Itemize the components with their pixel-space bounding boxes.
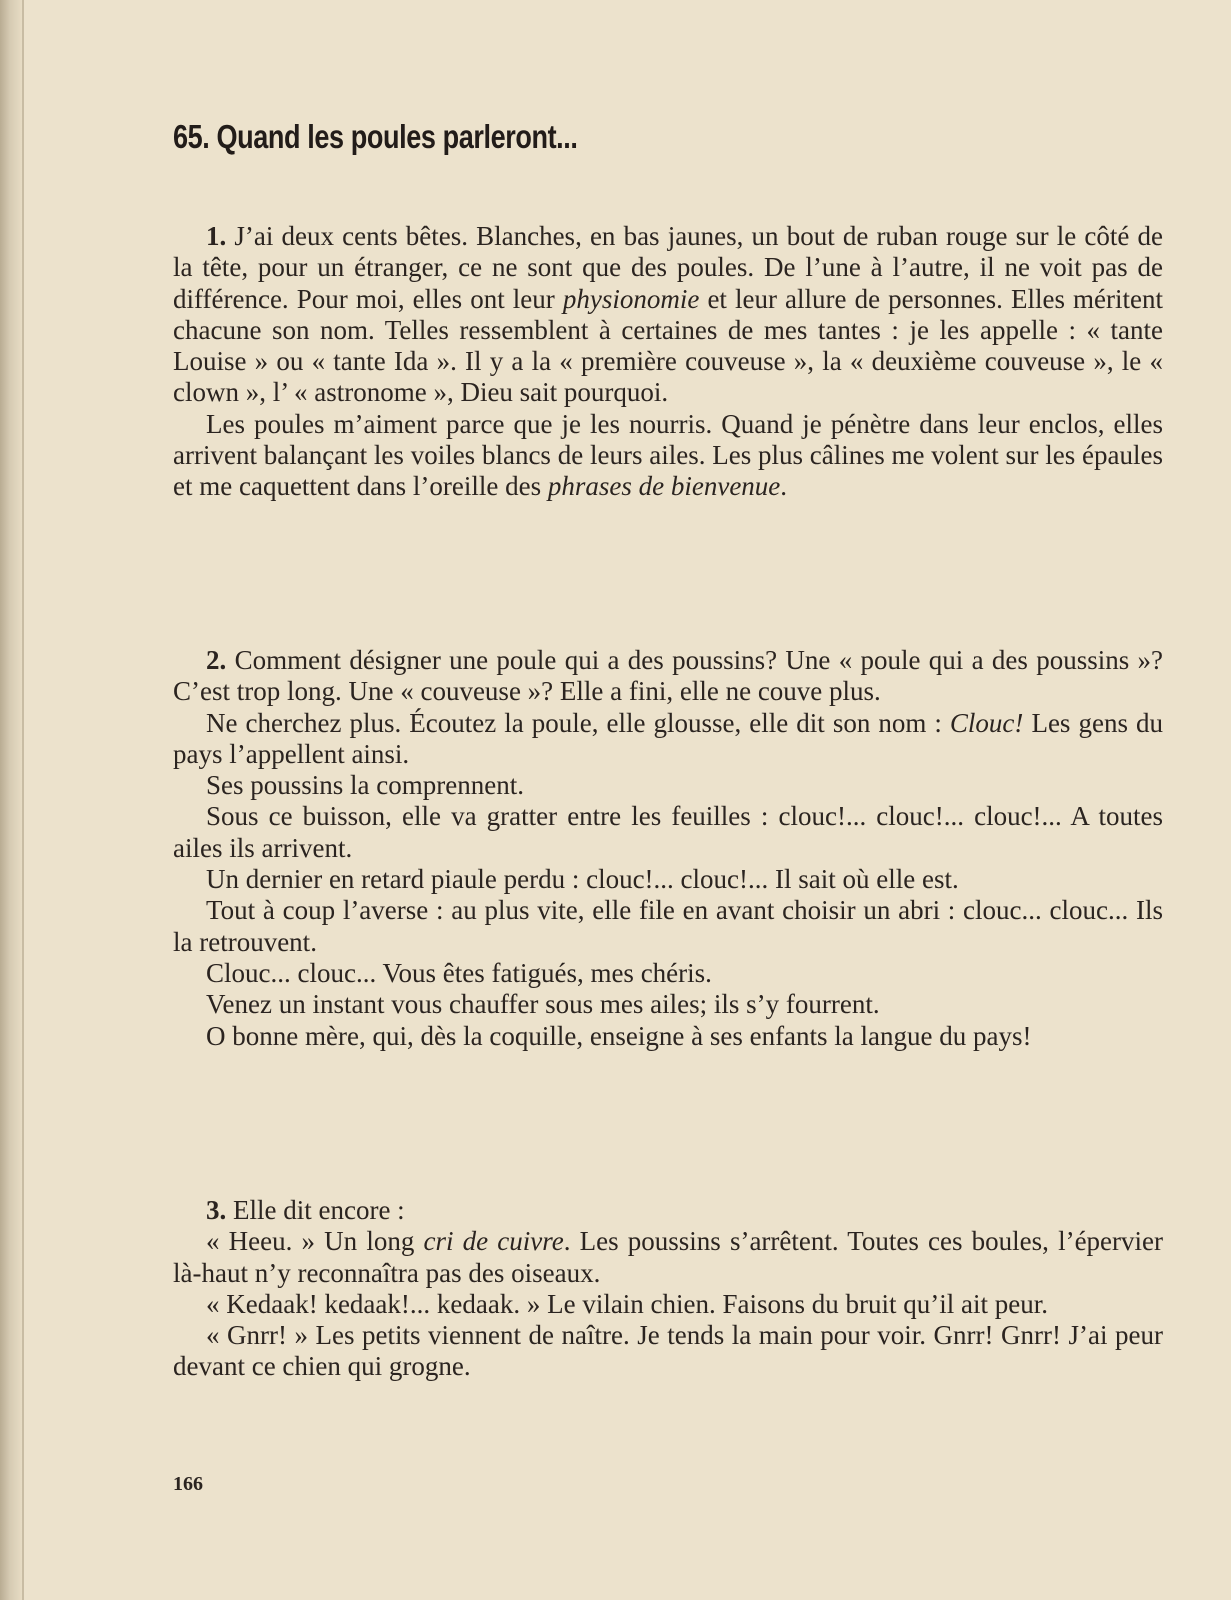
text-run: Tout à coup l’averse : au plus vite, elle file en avant choisir un abri : clouc... clouc... Ils la retrouvent. bbox=[173, 895, 1163, 957]
text-run: . Les poussins s’arrêtent. Toutes ces boules, l’épervier là-haut n’y reconnaîtra pas des oiseaux. bbox=[173, 1226, 1164, 1288]
section-number: 2. bbox=[206, 645, 227, 675]
paragraph bbox=[173, 1226, 1163, 1289]
section-number: 1. bbox=[206, 221, 227, 251]
chapter-title: 65. Quand les poules parleront... bbox=[173, 118, 578, 155]
paragraph bbox=[173, 770, 1163, 801]
text-run: « Kedaak! kedaak!... kedaak. » Le vilain chien. Faisons du bruit qu’il ait peur. bbox=[206, 1288, 1048, 1319]
italic-phrase: physionomie bbox=[562, 283, 700, 314]
text-run: Ses poussins la comprennent. bbox=[206, 770, 524, 801]
italic-phrase: phrases de bienvenue bbox=[547, 471, 781, 502]
paragraph bbox=[173, 708, 1163, 771]
paragraph bbox=[173, 1320, 1163, 1383]
paragraph bbox=[173, 864, 1163, 895]
text-run: « Heeu. » Un long bbox=[206, 1226, 424, 1257]
text-run: Ne cherchez plus. Écoutez la poule, elle glousse, elle dit son nom : bbox=[206, 707, 950, 738]
text-run: « Gnrr! » Les petits viennent de naître. Je tends la main pour voir. Gnrr! Gnrr! J’ai peur devant ce chien qui grogne. bbox=[173, 1320, 1163, 1382]
text-run: Comment désigner une poule qui a des poussins? Une « poule qui a des poussins »? C’est trop long. Une « couveuse »? Elle a fini, elle ne couve plus. bbox=[173, 645, 1164, 707]
italic-phrase: Clouc! bbox=[949, 707, 1024, 738]
section-number: 3. bbox=[206, 1195, 227, 1225]
section-3 bbox=[173, 1195, 1163, 1383]
text-run: O bonne mère, qui, dès la coquille, enseigne à ses enfants la langue du pays! bbox=[206, 1020, 1032, 1051]
paragraph bbox=[173, 1289, 1163, 1320]
paragraph bbox=[173, 1021, 1163, 1052]
page-binding-edge bbox=[0, 0, 22, 1600]
text-run: J’ai deux cents bêtes. Blanches, en bas jaunes, un bout de ruban rouge sur le côté de la tête, pour un étranger, ce ne sont que des poules. De l’une à l’autre, il ne voit pas de différence. Pour moi, elles ont leur bbox=[173, 221, 1164, 314]
text-run: Sous ce buisson, elle va gratter entre les feuilles : clouc!... clouc!... clouc!... A toutes ailes ils arrivent. bbox=[173, 801, 1163, 863]
text-run: Les poules m’aiment parce que je les nourris. Quand je pénètre dans leur enclos, elles arrivent balançant les voiles blancs de leurs ailes. Les plus câlines me volent sur les épaules et me caquettent dans l’oreille des bbox=[173, 408, 1163, 502]
text-run: et leur allure de personnes. Elles méritent chacune son nom. Telles ressemblent à certaines de mes tantes : je les appelle : « tante Louise » ou « tante Ida ». Il y a la « première couveuse », la « deuxième couveuse », le « clown », l’ « astronome », Dieu sait pourquoi. bbox=[173, 283, 1163, 408]
text-run: Clouc... clouc... Vous êtes fatigués, mes chéris. bbox=[206, 957, 712, 988]
italic-phrase: cri de cuivre bbox=[423, 1226, 564, 1257]
page-binding-shadow bbox=[22, 0, 24, 1600]
text-run: Venez un instant vous chauffer sous mes ailes; ils s’y fourrent. bbox=[206, 989, 880, 1020]
text-run: Elle dit encore : bbox=[233, 1195, 405, 1225]
paragraph bbox=[173, 895, 1163, 958]
section-1 bbox=[173, 221, 1163, 503]
section-2 bbox=[173, 645, 1163, 1052]
paragraph bbox=[173, 958, 1163, 989]
paragraph bbox=[173, 645, 1163, 708]
paragraph bbox=[173, 409, 1163, 503]
paragraph bbox=[173, 1195, 1163, 1226]
paragraph bbox=[173, 801, 1163, 864]
paragraph bbox=[173, 221, 1163, 409]
page-number: 166 bbox=[173, 1473, 203, 1495]
text-run: . bbox=[780, 471, 788, 502]
text-run: Les gens du pays l’appellent ainsi. bbox=[173, 707, 1163, 769]
text-run: Un dernier en retard piaule perdu : clouc!... clouc!... Il sait où elle est. bbox=[206, 864, 959, 895]
paragraph bbox=[173, 989, 1163, 1020]
